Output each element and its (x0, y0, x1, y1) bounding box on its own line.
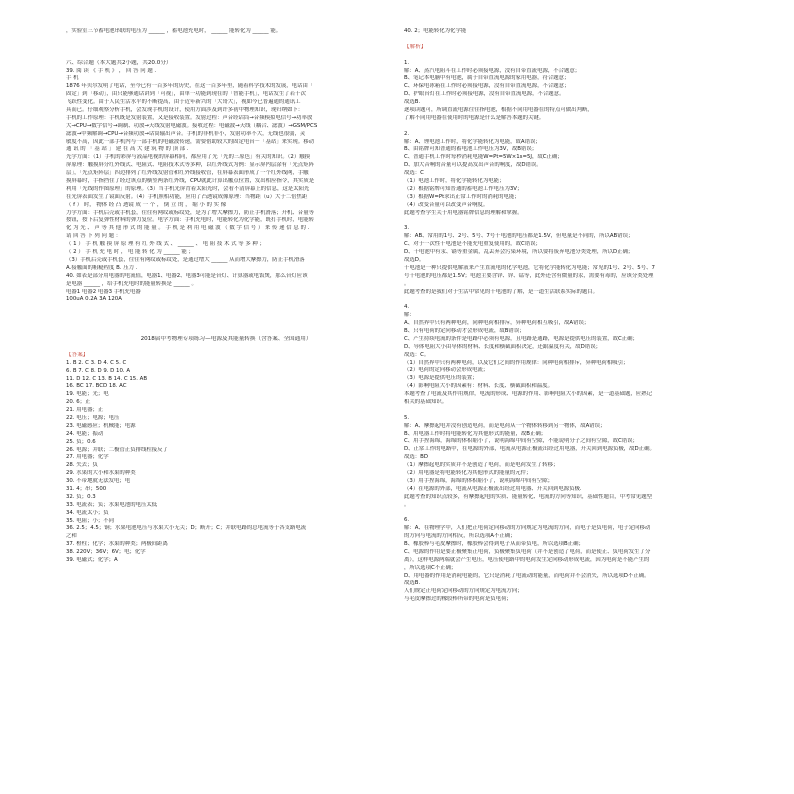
analysis-line: 故选B. (404, 580, 421, 587)
answer-line: 30. 不带地就无法发电；电 (66, 478, 131, 485)
analysis-line (404, 407, 729, 415)
answer-line: 33. 电流表；负；水果电池的电压太低 (66, 501, 158, 508)
analysis-line (404, 296, 729, 304)
answer-line: 25. 负；0.6 (66, 438, 96, 445)
analysis-line: D、护眼台灯在工作时必须接电源，没有自带直流电源，不合题意。 (404, 91, 565, 98)
answer-line: 24. 电能；振动 (66, 430, 104, 437)
analysis-line: （1）自然界中只有两种电荷，以及它们之间的作用规律：同种电荷相排斥，异种电荷相吸引； (404, 359, 629, 366)
question-line: 1876 年贝尔发明了电话，至今已有一百多年的历史，在这一百多年里，随着科学技术的发展，电话由「 (66, 83, 314, 90)
analysis-line: 解：AB、常用的1号、2号、5号、7号干电池的电压都是1.5V，但电量是不同的，所以AB错误； (404, 233, 634, 240)
analysis-line: C、环保电冰箱在工作时必须接电源，没有自带直流电源，不合题意； (404, 83, 570, 90)
question-line: 滤波→中频解调→CPU→音频功放→话筒输出声音。手机的非机非小，发射功率不大，无线也很弱，灵 (66, 130, 306, 137)
analysis-line: A、自然界中只有两种电荷，同种电荷相排斥，异种电荷相互吸引，故A错误； (404, 320, 590, 327)
answer-line: 21. 用电器；正 (66, 407, 104, 414)
analysis-line: 与毛皮摩擦过的橡胶棒所带的电荷是负电荷； (404, 596, 512, 603)
analysis-line: 解：A、摩擦起电并没有创造电荷，而是电荷从一个物体转移到另一物体，故A错误； (404, 422, 606, 429)
question-line: 化 为 光 、 声 等 其 他 形 式 的 能 量 。 手 机 是 利 用 电 磁 波 （ 数 字 信 号 ） 来 传 递 信 息 的 . (66, 225, 310, 232)
question-line: 力学方面：手机后壳或手机套，往往有网纹或标纹处，是为了增大摩擦力，防止手机滑落；开机、音量等 (66, 209, 314, 216)
question-line: 电器1 电器2 电器3 手机充电器 (66, 288, 141, 295)
analysis-line: （4）改变音量可以改变声音响度。 (404, 201, 489, 208)
analysis-line: 逐项读题可，所调直流电源往往指电池，根据不同用电器在的特点可做出判断， (404, 107, 593, 114)
answer-line: 6. B 7. C 8. D 9. D 10. A (66, 367, 131, 374)
section-six-heading: 六、综合题（本大题共2小题，共20.0分） (66, 59, 172, 66)
question-tail-block (66, 28, 386, 36)
question-line: 在光屏表面发生了镜面反射。（4）手机照相功能，应用了凸透镜成像原理：当物距（u）大于二倍焦距 (66, 193, 308, 200)
answer-line: 22. 电压；电源；电压 (66, 414, 120, 421)
analysis-line: （3）根据W=Pt求出正常工作时的消耗的电能； (404, 193, 520, 200)
answer-line: 29. 水果的大小和水果的种类 (66, 470, 136, 477)
analysis-line: 解：A、蒸汽电阻斗在工作时必须接电源，没有自带直流电源，不合题意； (404, 67, 581, 74)
question-line: 屏原理：触摸屏分红外线式、电阻式、电阻技术式等多种，以红外线式为例：显示屏内层涂有「光点矩阵 (66, 162, 314, 169)
answer-line: 36. 2.5；4.5；铜；水果电池电压与水果大小无关；D；断开；C；并联电路的总电流等于各支路电流 (66, 525, 307, 532)
analysis-line: 号干电池的电压都是1.5V；电池主要含锌、锌、锰等，此外还含有微量的汞，需要有毒的，应该分类处理 (404, 272, 654, 279)
answer-line: 27. 用电器；化学 (66, 454, 109, 461)
answer-line: 11. D 12. C 13. B 14. C 15. AB (66, 375, 148, 382)
analysis-line: 故选：C。 (404, 351, 430, 358)
analysis-line: （2）根据铭牌可知普通的蓄电池工作电压为3V； (404, 185, 523, 192)
question-line: 摸屏幕时，手指挡住了经过该点的横竖两条红外线，CPU就此计算出触点位置，发出相应指令，其实质是 (66, 178, 315, 185)
answer-line: 31. 4；串；500 (66, 485, 107, 492)
analysis-line: B、用电器工作时将电能转化为其他形式的能量，故B正确； (404, 430, 547, 437)
analysis-line: 相关的基础知识。 (404, 398, 448, 405)
analysis-line: 5. (404, 414, 410, 421)
analysis-line: 3. (404, 225, 410, 232)
analysis-line: 本题考查了电流及其作用规律，电流的形成、电源的作用、影响电阻大小的因素，是一道基础题，应熟记 (404, 391, 652, 398)
analysis-line: C、普通手机工作时每秒消耗电能W=Pt=5W×1s=5J，故C正确； (404, 154, 563, 161)
question-line: 利用「光线的作图原理」的原理。（3）当手机光屏背着太阳光时，会看不清屏幕上的信息，这是太阳光 (66, 185, 310, 192)
answer-line: 23. 电磁感应；机械能；电源 (66, 422, 136, 429)
answer-line: 之和 (66, 533, 77, 540)
analysis-line: 干电池是一种只提供电解液来产生直流电的化学电池，它将化学能转化为电能；常见的1号、2号、5号、7 (404, 264, 655, 271)
analysis-line: 人们规定正电荷定向移动的方向规定为电流方向； (404, 588, 523, 595)
answer-header: 【答案】 (66, 351, 89, 358)
answer-line: 19. 电能；光；电 (66, 391, 109, 398)
appendix-title: 2018届中考物理专项练习—电源及其能量转换（含答案、全国通用） (140, 335, 312, 342)
analysis-line: 1. (404, 59, 410, 66)
answer-line: 20. 6；正 (66, 399, 91, 406)
question-40 (66, 273, 386, 305)
question-line: 100uA 0.2A 3A 120A (66, 296, 122, 303)
answer-line: 34. 电流太小；负 (66, 509, 109, 516)
analysis-line: 故选：C (404, 170, 424, 177)
analysis-line: （2）电荷的定向移动会形成电流； (404, 367, 489, 374)
analysis-line: C、电源的作用是要正极聚集正电荷，负极聚集负电荷（并不是创造了电荷，而是使正、负电荷发生了分 (404, 548, 651, 555)
analysis-line: D、正常工作的电路中，在电源的外部，电流从电源正极流出经过用电器，开关回到电源负极，故D正确。 (404, 446, 655, 453)
analysis-line: 故选：BD (404, 454, 429, 461)
analysis-line: （1）电池工作时，将化学能转化为电能； (404, 178, 505, 185)
answer-line: 26. 电源；并联；二极管正负排线柱接反了 (66, 446, 168, 453)
answer-line: 37. 橙柱；化学；水果的种类；两极间距离 (66, 541, 168, 548)
analysis-line: 的方向与电流的方向相反，所以选项A不正确； (404, 533, 516, 540)
question-line: （3）手机后壳或手机套，往往有网纹或标纹处，是通过增大 ______ 从而增大摩擦力，防止手机滑落 (66, 256, 305, 263)
question-line: 手机的工作原理：手机既是发射装置，又是接收装置。发射过程：声音经话筒→音频模拟电信号→功率放 (66, 114, 313, 121)
question-line: 飞跃性变化。由于人民生活水平的不断提高，由于近年新兴的「大哥大」，视如今已普遍通的通讯工 (66, 99, 301, 106)
analysis-line: （3）电源是提供电压的装置； (404, 375, 478, 382)
question-line: 大→CPU→数字信号→调制、功放→天线发射电磁波。接收过程：电磁波→天线（耦合、滤波）→GSM/PCS (66, 122, 318, 129)
analysis-header: 【解析】 (404, 43, 427, 50)
question-line: 是电器 ______ ，给手机充电时的能量转换是 ______ 。 (66, 280, 197, 287)
analysis-line: 故选D。 (404, 256, 425, 263)
analysis-line (404, 217, 729, 225)
analysis-line: 2. (404, 130, 410, 137)
question-line: 40. 如表是部分用电器的电流值，电器1、电器2、电器3可能是台灯、计算器或电饭煲，那么台灯应该 (66, 272, 308, 279)
question-line: 手 机 (66, 75, 79, 82)
analysis-list (404, 60, 729, 604)
answer-line: 38. 220V；36V；6V；电；化学 (66, 549, 146, 556)
question-line: 通 讯 的 「 基 站 」 建 在 高 大 建 筑 物 的 顶 部 . (66, 146, 189, 153)
analysis-line: B、橡胶棒与毛皮摩擦时，橡胶棒会得到电子从而带负电，所以选项B正确； (404, 541, 584, 547)
analysis-line (404, 123, 729, 131)
analysis-line: （3）用手捏海绵，海绵的体积缩小了，说明海绵中间有空隙； (404, 477, 553, 484)
question-line: 光学方面：（1）手机的彩屏与液晶电视的屏幕相同，都应用了光「光的三原色」有关的知识。（2）触摸 (66, 154, 311, 161)
analysis-line: 了解不同用电器在使用时的电源是什么是解答本题的关键。 (404, 114, 545, 121)
analysis-line: D、导体电阻大小由导体的材料、长度和横截面积决定，还跟温度有关，故D错误； (404, 343, 601, 350)
question-line: （ f ） 时， 物体 经 凸 透镜 成 一 个 ， 倒 立 的 ， 缩 小 的 实 像 (66, 201, 227, 208)
analysis-line: ，所以选项C不正确； (404, 564, 457, 571)
analysis-line: 此题考查学生关于用电器铭牌信息的理解和掌握。 (404, 209, 523, 216)
analysis-line: B、只有电荷的定向移动才会形成电流，故B错误； (404, 327, 525, 334)
answer-line: 1. B 2. C 3. D 4. C 5. C (66, 359, 127, 366)
analysis-line: D、用电器的作用是消耗电能的，它只是消耗了电流动的能量，而电荷并不会消失，所以选项D不正确。 (404, 572, 650, 579)
answer-line: 35. 电阻；小；不同 (66, 517, 115, 524)
analysis-line (404, 509, 729, 517)
text-line: ，实验室三节蓄电池串联的电压为 ______ ，蓄电池充电时， ______ 能转化为 ______ 能。 (66, 28, 282, 34)
analysis-line: B、由铭牌可知普通的蓄电池工作电压为3V，故B错误； (404, 146, 538, 153)
question-line: 请 回 答 下 列 问 题 ： (66, 233, 122, 240)
answer-40: 40. 2；电能转化为化学能 (404, 28, 467, 34)
analysis-line: C、用手捏海绵，海绵的体积缩小了，说明海绵中间有空隙，不能说明分子之间有空隙，故C错误； (404, 438, 638, 445)
analysis-line: D、干电池中有汞、镉等重金属，乱丢弃会污染环境，所以要将废弃电池分类处理，所以D正确； (404, 249, 634, 256)
analysis-line: 6. (404, 517, 410, 524)
analysis-line: 。 (404, 501, 410, 508)
analysis-line: B、笔记本电脑中有电池，属于自带直流电源的家用电器，符合题意； (404, 75, 570, 82)
question-line: （ 2 ） 手 机 充 电 时 ， 电 能 转 化 为 ______ 能 ； (66, 249, 194, 256)
right-column (404, 28, 729, 604)
answer-line: 39. 电磁式；化学；A (66, 557, 118, 563)
analysis-line: D、加大音响的音量可以提高发出声音的响度，故D错误。 (404, 162, 542, 169)
analysis-line: （4）在电源的外部，电流从电源正极流出经过用电器、开关回到电源负极. (404, 485, 582, 492)
question-line: 39. 阅 读 《 手 机 》 ， 回 答 问 题 . (66, 67, 157, 74)
analysis-line: （1）摩擦起电的实质并不是创造了电荷，而是电荷发生了转移； (404, 462, 559, 469)
question-line: 固定」到「移动」，由只能够通话讲到「可视」，由单一功能到现在的「智能手机」，电话发生了若干次 (66, 91, 306, 98)
analysis-line: C、对于一次性干电池是不能充电重复使用的，故C错误； (404, 241, 541, 248)
question-line: 按钮，按下后复弹性材料的弹力复位。电学方面：手机充电时，电能转化为化学能，既打手机时，电能转 (66, 217, 314, 224)
answer-line: 32. 负；0.3 (66, 493, 96, 500)
analysis-line: 4. (404, 304, 410, 311)
left-column (66, 28, 386, 565)
question-39 (66, 68, 386, 273)
analysis-line: 解：A、在物理学中，人们把正电荷定向移动的方向规定为电流的方向，而电子是负电荷，电子定向移动 (404, 525, 651, 532)
answer-list (66, 360, 386, 565)
analysis-line: 离），这样电源两端就会产生电压，电压使电路中的电荷发生定向移动形成电流，因为电荷是不能产生的 (404, 556, 650, 563)
question-line: 具而已。仔细观察分析手机，会发现手机的设计，使用方面涉及到许多初中物理知识，现归纳如下： (66, 107, 304, 114)
analysis-line: 此题考查的是我们对于生活中常见的干电池的了解，是一道生活联系实际的题目。 (404, 288, 599, 295)
question-line: A.接触面的粗糙程度 B. 压力 . (66, 264, 138, 271)
analysis-line: 解：A、锂电池工作时，将化学能转化为电能，故A错误； (404, 138, 541, 145)
analysis-line: （4）影响电阻大小的因素有：材料、长度、横截面积和温度。 (404, 383, 553, 390)
answer-line: 28. 失去；负 (66, 462, 98, 469)
analysis-line: 解： (404, 312, 415, 319)
analysis-line: 故选B. (404, 99, 421, 106)
question-line: 层」，「光点矩阵层」四边排列了红外线发射管和红外线接收管，在屏幕表面形成了一个红外线网，手触 (66, 170, 309, 177)
analysis-line: 此题考查的知识点较多，有摩擦起电的实质、能量转化、电流的方向等知识，基础性题目，中考常见题型 (404, 493, 652, 500)
answer-line: 16. BC 17. BCD 18. AC (66, 383, 127, 390)
analysis-line: （2）用电器是将电能转化为其他形式的能量的元件； (404, 469, 532, 476)
analysis-line: 。 (404, 280, 410, 287)
question-line: （ 1 ） 手 机 触 摸 屏 原 理 有 红 外 线 式 、 ______ 、 电 阻 技 术 式 等 多 种 ； (66, 241, 265, 248)
analysis-line: C、产生持续电流的条件是电路中必须有电源，且电路是通路，电源是提供电压的装置，故C正确； (404, 335, 638, 342)
question-line: 敏度不高，因此一部手机内与一部手机的电磁波传递，需要借助较大的固定电台－「基站」来实现。移动 (66, 138, 314, 145)
